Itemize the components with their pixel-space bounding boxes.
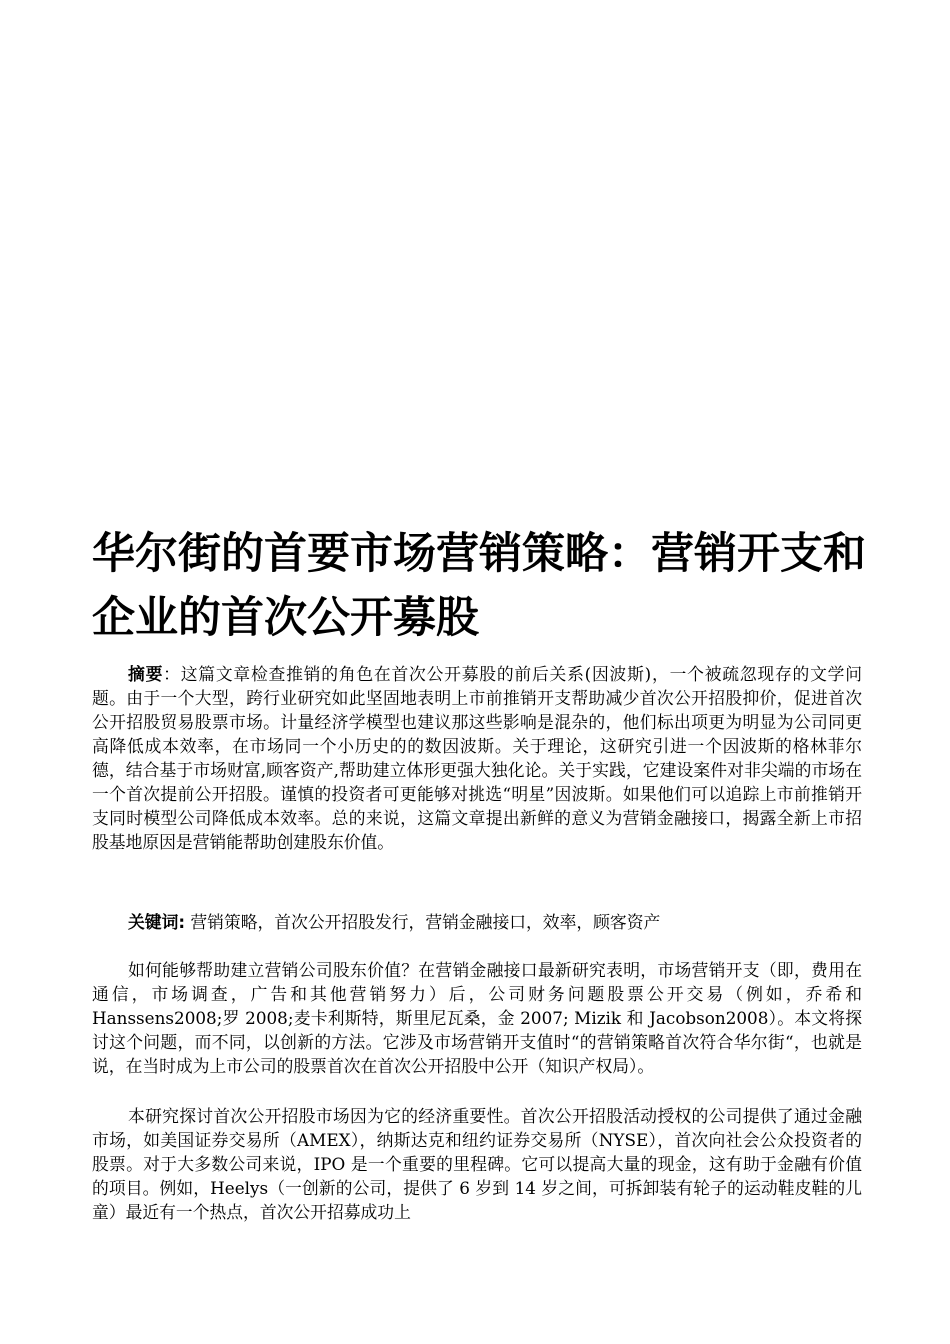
abstract-separator: ： bbox=[163, 664, 181, 684]
body-paragraph-1: 如何能够帮助建立营销公司股东价值？在营销金融接口最新研究表明，市场营销开支（即，费用在通信，市场调查，广告和其他营销努力）后，公司财务问题股票公开交易（例如，乔希和 Hanssens2008;罗 2008;麦卡利斯特，斯里尼瓦桑，金 2007; Mizik 和 Jacobson2008）。本文将探讨这个问题，而不同，以创新的方法。它涉及市场营销开支值时“的营销策略首次符合华尔街“，也就是说，在当时成为上市公司的股票首次在首次公开招股中公开（知识产权局）。 bbox=[92, 960, 862, 1076]
document-title: 华尔街的首要市场营销策略：营销开支和企业的首次公开募股 bbox=[92, 529, 866, 643]
keywords-paragraph bbox=[92, 910, 862, 934]
body-paragraph-2: 本研究探讨首次公开招股市场因为它的经济重要性。首次公开招股活动授权的公司提供了通过金融市场，如美国证券交易所（AMEX），纳斯达克和纽约证券交易所（NYSE），首次向社会公众投资者的股票。对于大多数公司来说，IPO 是一个重要的里程碑。它可以提高大量的现金，这有助于金融有价值的项目。例如，Heelys（一创新的公司，提供了 6 岁到 14 岁之间，可拆卸装有轮子的运动鞋皮鞋的儿童）最近有一个热点，首次公开招募成功上 bbox=[92, 1106, 862, 1222]
abstract-label: 摘要 bbox=[128, 664, 164, 684]
keywords-label: 关键词: bbox=[128, 912, 186, 932]
abstract-paragraph bbox=[92, 662, 862, 854]
keywords-text: 营销策略，首次公开招股发行，营销金融接口，效率，顾客资产 bbox=[185, 912, 661, 932]
abstract-text: 这篇文章检查推销的角色在首次公开募股的前后关系(因波斯)，一个被疏忽现存的文学问题。由于一个大型，跨行业研究如此坚固地表明上市前推销开支帮助减少首次公开招股抑价，促进首次公开招股贸易股票市场。计量经济学模型也建议那这些影响是混杂的，他们标出项更为明显为公司同更高降低成本效率，在市场同一个小历史的的数因波斯。关于理论，这研究引进一个因波斯的格林菲尔德，结合基于市场财富,顾客资产,帮助建立体形更强大独化论。关于实践，它建设案件对非尖端的市场在一个首次提前公开招股。谨慎的投资者可更能够对挑选“明星”因波斯。如果他们可以追踪上市前推销开支同时模型公司降低成本效率。总的来说，这篇文章提出新鲜的意义为营销金融接口，揭露全新上市招股基地原因是营销能帮助创建股东价值。 bbox=[92, 664, 862, 852]
